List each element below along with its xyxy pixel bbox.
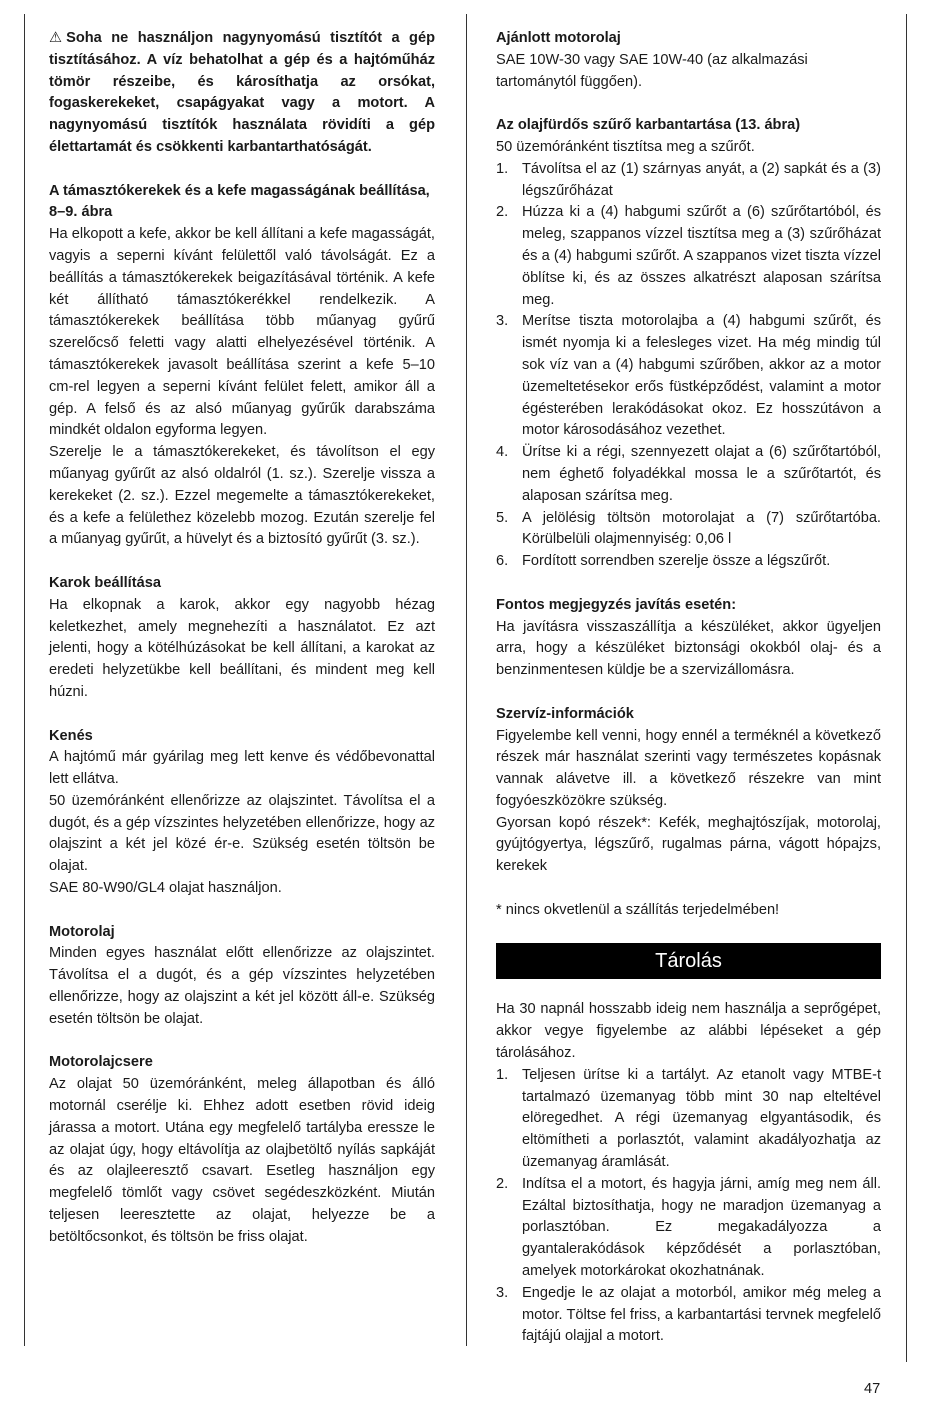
right-column [496,28,881,1348]
paragraph: Ha elkopnak a karok, akkor egy nagyobb hézag keletkezhet, amely megnehezíti a használatot. Ez azt jelenti, hogy a kötélhúzásokat be kell állítani, a karokat az eredeti helyzetükbe kell beállítani, és mindent meg kell húzni. [49,596,435,700]
warning-triangle-icon: ⚠ [49,30,63,46]
storage-section [496,999,881,1348]
paragraph: SAE 80-W90/GL4 olajat használjon. [49,880,282,897]
paragraph: Ha javításra visszaszállítja a készüléket, akkor ügyeljen arra, hogy a készüléket biztonsági okokból olaj- és a benzinmentesen küldje be a szervizállomásra. [496,618,881,679]
column-rule-left [24,14,25,1346]
list-item: 2. Indítsa el a motort, és hagyja járni, amíg meg nem áll. Ezáltal biztosíthatja, hogy ne maradjon üzemanyag a porlasztóban. Ez megakadályozza a gyantalerakódások képződését a porlasztóban, amelyek motorkárokat okozhatnának. [496,1175,881,1280]
repair-note-section [496,595,881,682]
section-heading: Fontos megjegyzés javítás esetén: [496,596,737,613]
paragraph: 50 üzemóránként tisztítsa meg a szűrőt. [496,138,755,155]
section-heading: Kenés [49,727,93,744]
section-heading: Karok beállítása [49,574,161,591]
storage-steps [496,1065,881,1348]
paragraph: Ha elkopott a kefe, akkor be kell állítani a kefe magasságát, vagyis a seperni kívánt felülettől való távolságát. Ez a beállítás a támasztókerekek beigazításával történik. A kefe két állítható támasztókerékkel rendelkezik. A támasztókerekek beállítása több műanyag gyűrű szerelőcső feletti vagy alatti elhelyezésével történik. A támasztókerekek javasolt beállítása szerint a kefe 5–10 cm-rel legyen a seperni kívánt felület felett, amikor áll a gép. A felső és az alsó műanyag gyűrűk darabszáma mindkét oldalon egyforma legyen. [49,226,435,439]
list-item: 5. A jelölésig töltsön motorolajat a (7) szűrőtartóba. Körülbelüli olajmennyiség: 0,06 l [496,509,881,548]
paragraph: Az olajat 50 üzemóránként, meleg állapotban és álló motornál cserélje ki. Ehhez adott esetben rövid ideig járassa a motort. Utána egy megfelelő tartályba eressze le az olajat úgy, hogy eltávolítja az olajbetöltő nyílás sapkáját és az olajleeresztő csavart. Esetleg használjon egy megfelelő tömlőt vagy csövet segédeszközként. Miután teljesen leeresztette az olajat, helyezze be a betöltőcsonkot, és töltsön be friss olajat. [49,1076,435,1245]
oil-filter-steps [496,159,881,573]
service-info-section [496,704,881,878]
paragraph: Figyelembe kell venni, hogy ennél a terméknél a következő részek már használat szerinti vagy természetes kopásnak vannak alávetve ill. a következő részekre van mint fogyóeszközökre szükség. [496,727,881,809]
recommended-oil-section [496,28,881,93]
section-heading: Motorolajcsere [49,1054,153,1071]
paragraph: 50 üzemóránként ellenőrizze az olajszintet. Távolítsa el a dugót, és a gép vízszintes helyzetében ellenőrizze, hogy az olajszint a két jel közé ér-e. Szükség esetén töltsön be olajat. [49,792,435,875]
motor-oil-section [49,922,435,1031]
list-item: 1. Távolítsa el az (1) szárnyas anyát, a (2) sapkát és a (3) légszűrőházat [496,160,881,199]
paragraph: A hajtómű már gyárilag meg lett kenve és védőbevonattal lett ellátva. [49,749,435,788]
paragraph: Szerelje le a támasztókerekeket, és távolítson el egy műanyag gyűrűt az alsó oldalról (1. sz.). Szerelje vissza a kerekeket (2. sz.). Ezzel megemelte a támasztókerekeket, és a kefe a felülethez közelebb mozog. Ezután szerelje fel a műanyag gyűrűt, a hüvelyt és a biztosító gyűrűt (3. sz.). [49,444,435,548]
section-heading: Motorolaj [49,923,115,940]
left-column [49,28,435,1270]
warning-block [49,28,435,159]
column-rule-right [906,14,907,1362]
section-heading: Ajánlott motorolaj [496,30,621,46]
column-rule-middle [466,14,467,1346]
paragraph: SAE 10W-30 vagy SAE 10W-40 (az alkalmazási tartománytól függően). [496,51,808,90]
lubrication-section [49,726,435,900]
footnote [496,900,881,922]
page-number: 47 [864,1381,881,1397]
oil-change-section [49,1052,435,1248]
list-item: 1. Teljesen ürítse ki a tartályt. Az etanolt vagy MTBE-t tartalmazó üzemanyag több mint 30 nap elteltével elöregedhet. A régi üzemanyag elgyantásodik, és eltömítheti a porlasztót, valamint akadályozhatja az üzemanyag áramlását. [496,1066,881,1171]
section-heading: Az olajfürdős szűrő karbantartása (13. ábra) [496,117,801,134]
storage-banner: Tárolás [496,943,881,979]
levers-section [49,573,435,704]
paragraph: Gyorsan kopó részek*: Kefék, meghajtószíjak, motorolaj, gyújtógyertya, légszűrő, rugalmas párna, vágott hópajzs, kerekek [496,814,881,875]
footnote-text: * nincs okvetlenül a szállítás terjedelmében! [496,901,780,918]
warning-text: Soha ne használjon nagynyomású tisztítót a gép tisztításához. A víz behatolhat a gép és a hajtóműház tömör részeibe, és károsíthatja az orsókat, fogaskerekeket, csapágyakat vagy a motort. A nagynyomású tisztítók használata rövidíti a gép élettartamát és csökkenti karbantarthatóságát. [49,30,435,155]
list-item: 3. Engedje le az olajat a motorból, amikor még meleg a motor. Töltse fel friss, a karbantartási tervnek megfelelő fajtájú olajjal a motort. [496,1284,881,1345]
list-item: 4. Ürítse ki a régi, szennyezett olajat a (6) szűrőtartóból, nem éghető folyadékkal mossa le a szűrőtartót, és alaposan szárítsa meg. [496,444,881,504]
section-heading: Szervíz-információk [496,705,634,722]
list-item: 6. Fordított sorrendben szerelje össze a légszűrőt. [496,553,831,570]
list-item: 3. Merítse tiszta motorolajba a (4) habgumi szűrőt, és ismét nyomja ki a felesleges vizet. Ha még mindig túl sok víz van a (4) habgumi szűrőben, akkor az a motor üzemeltetésekor erős füstképződést, valamint a motor égésterében lerakódásokat okoz. Ez hosszútávon a motor károsodásához vezethet. [496,313,881,439]
oil-filter-section [496,115,881,573]
paragraph: Ha 30 napnál hosszabb ideig nem használja a seprőgépet, akkor vegye figyelembe az alábbi lépéseket a gép tárolásához. [496,1001,881,1062]
support-wheels-section [49,181,435,552]
paragraph: Minden egyes használat előtt ellenőrizze az olajszintet. Távolítsa el a dugót, és a gép vízszintes helyzetében ellenőrizze, hogy az olajszint a két jel között áll-e. Szükség esetén töltsön be olajat. [49,945,435,1027]
section-heading: A támasztókerekek és a kefe magasságának beállítása, 8–9. ábra [49,182,430,221]
list-item: 2. Húzza ki a (4) habgumi szűrőt a (6) szűrőtartóból, és meleg, szappanos vízzel tisztítsa meg a (3) szűrőházat és a (4) habgumi szűrőt. A szappanos vizet tiszta vízzel öblítse ki, és az összes alkatrészt alaposan szárítsa meg. [496,204,881,308]
